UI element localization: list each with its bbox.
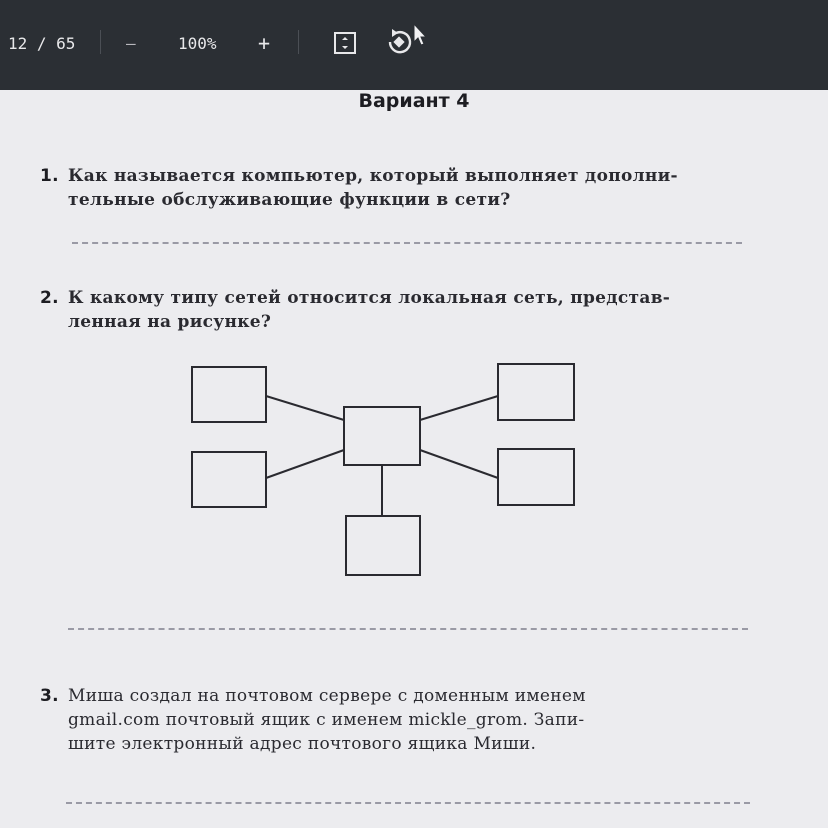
zoom-out-button[interactable]: — <box>126 34 136 53</box>
pdf-toolbar <box>0 0 828 90</box>
link-line <box>420 450 498 478</box>
question-number: 3. <box>40 686 59 706</box>
question-3 <box>40 684 750 756</box>
rotate-icon[interactable] <box>382 22 432 62</box>
answer-line[interactable] <box>66 802 750 804</box>
zoom-in-button[interactable]: + <box>258 31 271 55</box>
link-line <box>266 396 344 420</box>
node-box <box>498 364 574 420</box>
node-box <box>192 367 266 422</box>
question-number: 2. <box>40 288 59 308</box>
document-page <box>0 90 828 828</box>
link-line <box>420 396 498 420</box>
question-text-line: К какому типу сетей относится локальная сеть, представ- <box>68 288 671 308</box>
question-text-line: ленная на рисунке? <box>68 312 272 332</box>
node-box <box>192 452 266 507</box>
fit-page-icon[interactable] <box>332 30 358 56</box>
toolbar-divider <box>100 30 101 54</box>
zoom-level[interactable]: 100% <box>178 34 217 53</box>
toolbar-divider <box>298 30 299 54</box>
link-line <box>266 450 344 478</box>
question-text-line: шите электронный адрес почтового ящика Миши. <box>68 734 537 754</box>
question-number: 1. <box>40 166 59 186</box>
answer-line[interactable] <box>68 628 748 630</box>
question-text-line: Миша создал на почтовом сервере с доменным именем <box>68 686 586 706</box>
question-text-line: тельные обслуживающие функции в сети? <box>68 190 511 210</box>
page-indicator[interactable]: 12 / 65 <box>8 34 76 53</box>
node-box <box>498 449 574 505</box>
page-title: Вариант 4 <box>358 90 470 112</box>
question-text-line: Как называется компьютер, который выполняет дополни- <box>68 166 678 186</box>
node-box <box>346 516 420 575</box>
question-text <box>68 684 750 756</box>
central-node-box <box>344 407 420 465</box>
question-text-line: gmail.com почтовый ящик с именем mickle_grom. Запи- <box>68 710 585 730</box>
